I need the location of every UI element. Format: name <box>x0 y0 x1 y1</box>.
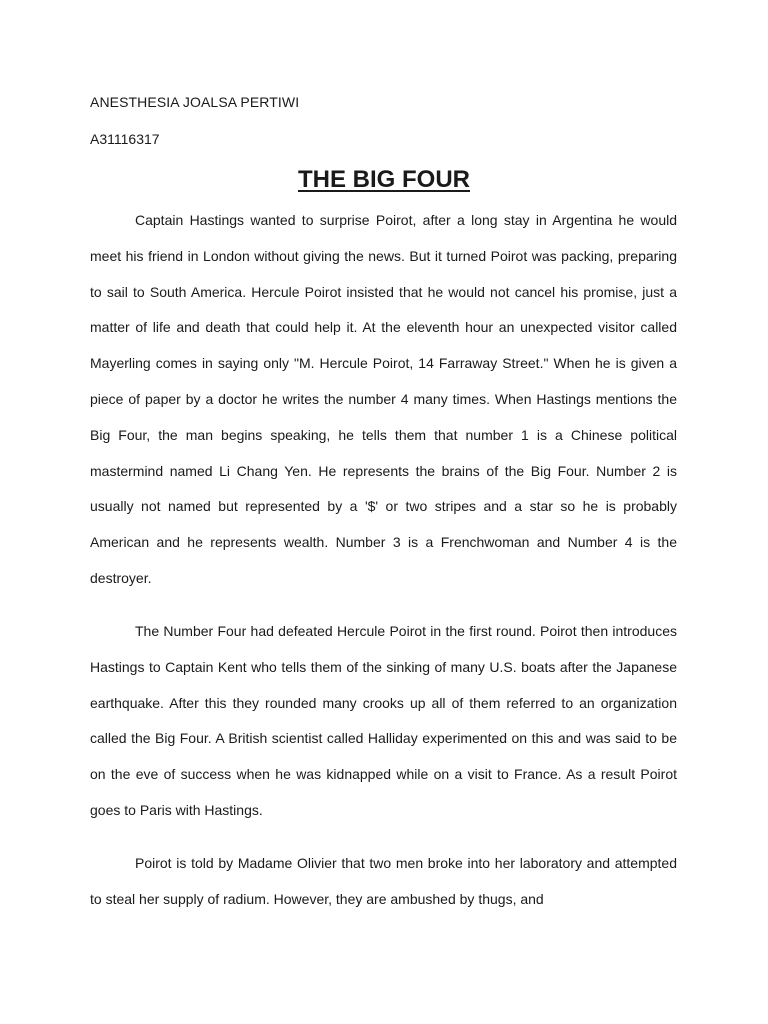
paragraph-3: Poirot is told by Madame Olivier that two men broke into her laboratory and attempted to steal her supply of radium. However, they are ambushed by thugs, and <box>90 855 677 907</box>
document-title-text: THE BIG FOUR <box>298 166 470 193</box>
paragraph-1: Captain Hastings wanted to surprise Poirot, after a long stay in Argentina he would meet his friend in London without giving the news. But it turned Poirot was packing, preparing to sail to South America. Hercule Poirot insisted that he would not cancel his promise, just a matter of life and death that could help it. At the eleventh hour an unexpected visitor called Mayerling comes in saying only "M. Hercule Poirot, 14 Farraway Street." When he is given a piece of paper by a doctor he writes the number 4 many times. When Hastings mentions the Big Four, the man begins speaking, he tells them that number 1 is a Chinese political mastermind named Li Chang Yen. He represents the brains of the Big Four. Number 2 is usually not named but represented by a '$' or two stripes and a star so he is probably American and he represents wealth. Number 3 is a Frenchwoman and Number 4 is the destroyer. <box>90 212 677 586</box>
paragraph-2: The Number Four had defeated Hercule Poirot in the first round. Poirot then introduces Hastings to Captain Kent who tells them of the sinking of many U.S. boats after the Japanese earthquake. After this they rounded many crooks up all of them referred to an organization called the Big Four. A British scientist called Halliday experimented on this and was said to be on the eve of success when he was kidnapped while on a visit to France. As a result Poirot goes to Paris with Hastings. <box>90 623 677 818</box>
author-name: ANESTHESIA JOALSA PERTIWI <box>90 94 300 110</box>
document-title <box>0 164 768 196</box>
student-id: A31116317 <box>90 131 160 147</box>
